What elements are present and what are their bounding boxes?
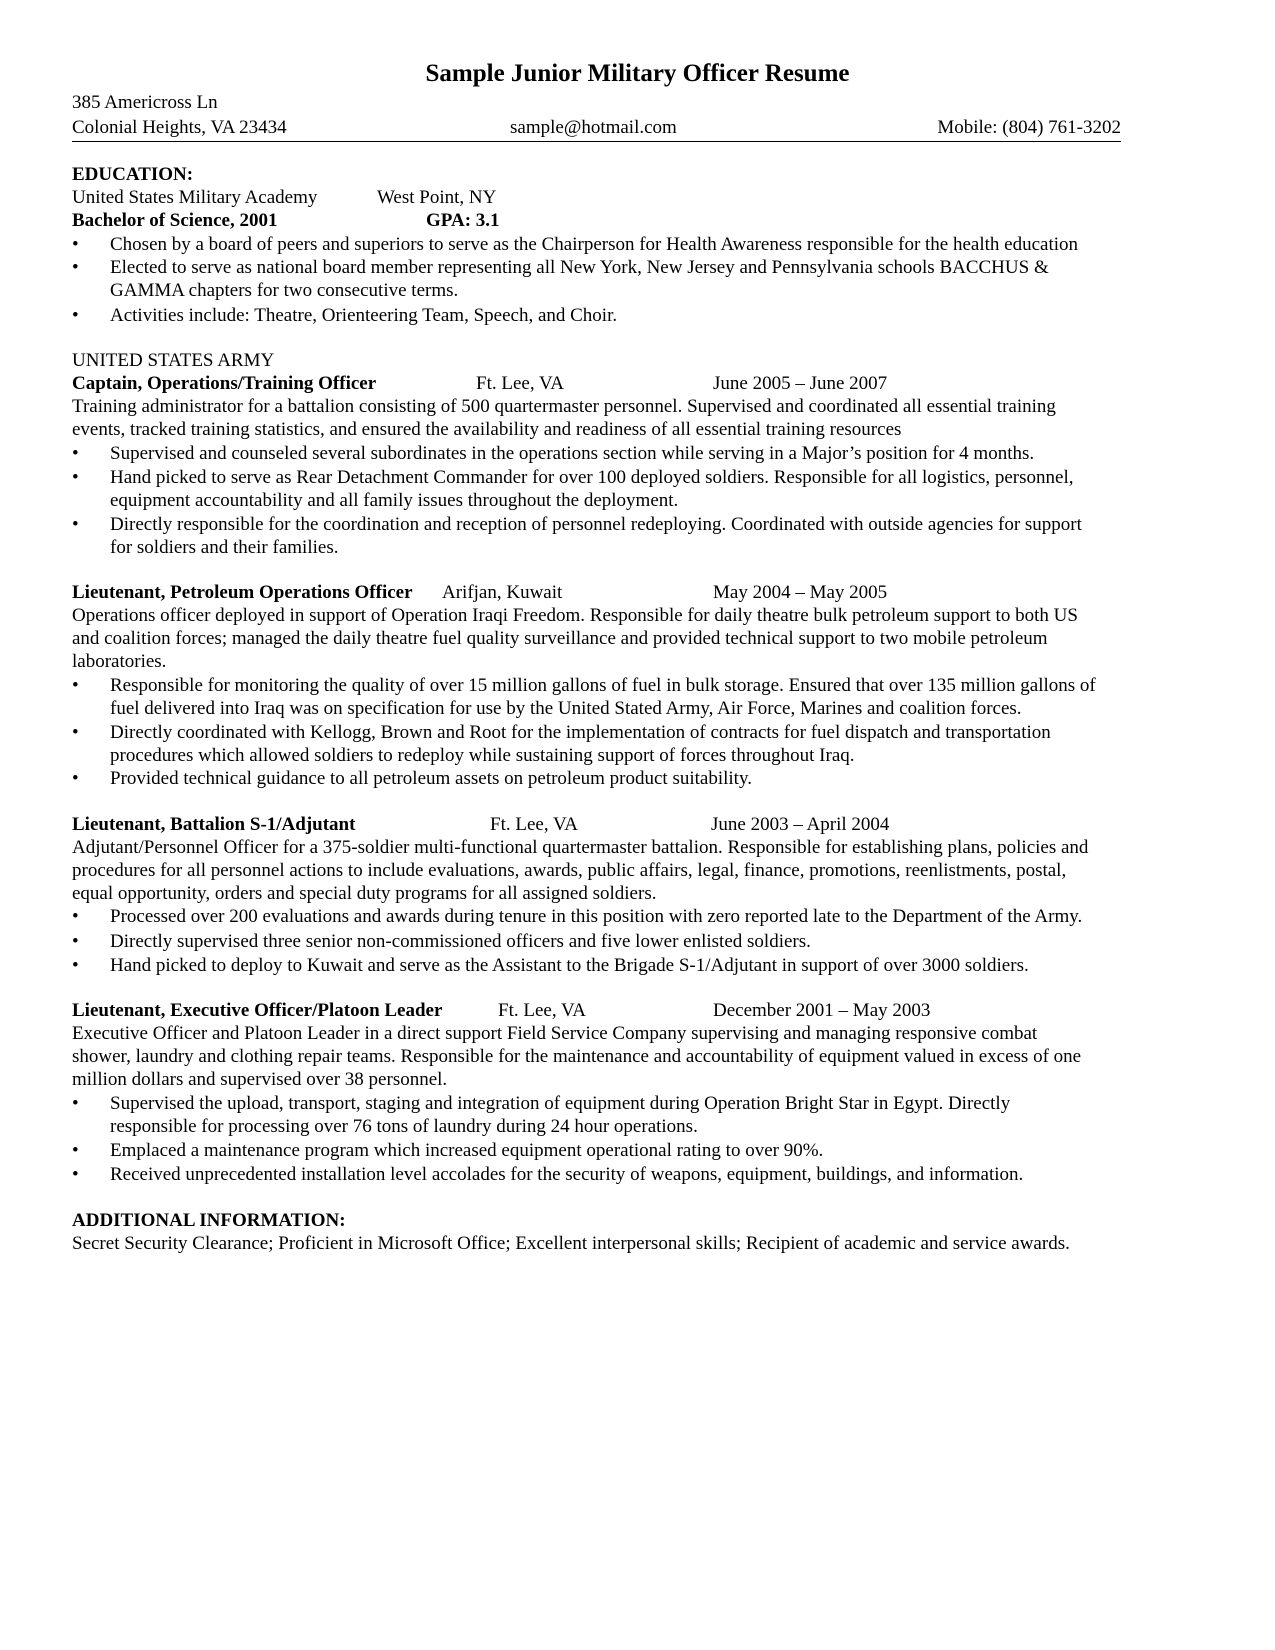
job-title: Captain, Operations/Training Officer (72, 373, 377, 394)
contact-city: Colonial Heights, VA 23434 (72, 117, 287, 138)
job-summary: million dollars and supervised over 38 personnel. (72, 1069, 448, 1090)
bullet-text: procedures which allowed soldiers to redeploy while sustaining support of forces throughout Iraq. (110, 745, 855, 766)
job-summary: shower, laundry and clothing repair teams. Responsible for the maintenance and accountability of equipment valued in excess of one (72, 1046, 1082, 1067)
job-title: Lieutenant, Executive Officer/Platoon Leader (72, 1000, 443, 1021)
education-school: United States Military Academy (72, 187, 318, 208)
bullet-text: responsible for processing over 76 tons of laundry during 24 hour operations. (110, 1116, 698, 1137)
bullet-text: GAMMA chapters for two consecutive terms. (110, 280, 459, 301)
education-location: West Point, NY (377, 187, 497, 208)
bullet-text: Elected to serve as national board member representing all New York, New Jersey and Pennsylvania schools BACCHUS & (110, 257, 1049, 278)
bullet-text: Hand picked to serve as Rear Detachment Commander for over 100 deployed soldiers. Responsible for all logistics, personnel, (110, 467, 1074, 488)
bullet-text: for soldiers and their families. (110, 537, 339, 558)
bullet-icon: • (72, 467, 79, 488)
contact-email[interactable]: sample@hotmail.com (510, 117, 677, 138)
job-summary: events, tracked training statistics, and ensured the availability and readiness of all essential training resources (72, 419, 902, 440)
job-header (72, 999, 1072, 1022)
bullet-text: Directly responsible for the coordination and reception of personnel redeploying. Coordinated with outside agencies for support (110, 514, 1082, 535)
bullet-icon: • (72, 257, 79, 278)
job-summary: Executive Officer and Platoon Leader in a direct support Field Service Company supervising and managing responsive combat (72, 1023, 1038, 1044)
bullet-icon: • (72, 955, 79, 976)
bullet-text: Directly supervised three senior non-commissioned officers and five lower enlisted soldiers. (110, 931, 811, 952)
job-location: Arifjan, Kuwait (442, 582, 563, 603)
bullet-icon: • (72, 1164, 79, 1185)
job-dates: June 2003 – April 2004 (711, 814, 890, 835)
additional-text: Secret Security Clearance; Proficient in Microsoft Office; Excellent interpersonal skills; Recipient of academic and service awards. (72, 1233, 1070, 1254)
bullet-text: fuel delivered into Iraq was on specification for use by the United Stated Army, Air Force, Marines and coalition forces. (110, 698, 1022, 719)
bullet-text: Supervised and counseled several subordinates in the operations section while serving in a Major’s position for 4 months. (110, 443, 1035, 464)
bullet-text: Processed over 200 evaluations and awards during tenure in this position with zero reported late to the Department of the Army. (110, 906, 1083, 927)
job-title: Lieutenant, Petroleum Operations Officer (72, 582, 413, 603)
bullet-icon: • (72, 675, 79, 696)
bullet-text: equipment accountability and all family issues throughout the deployment. (110, 490, 679, 511)
bullet-text: Supervised the upload, transport, staging and integration of equipment during Operation Bright Star in Egypt. Directly (110, 1093, 1011, 1114)
education-school-row (72, 186, 872, 209)
contact-row (72, 117, 1121, 142)
job-header (72, 581, 1072, 604)
job-summary: Adjutant/Personnel Officer for a 375-soldier multi-functional quartermaster battalion. Responsible for establishing plans, policies and (72, 837, 1089, 858)
education-heading: EDUCATION: (72, 164, 194, 185)
contact-street: 385 Americross Ln (72, 92, 218, 113)
job-summary: and coalition forces; managed the daily theatre fuel quality surveillance and provided technical support to two mobile petroleum (72, 628, 1048, 649)
job-summary: Operations officer deployed in support of Operation Iraqi Freedom. Responsible for daily theatre bulk petroleum support to both US (72, 605, 1078, 626)
job-summary: laboratories. (72, 651, 167, 672)
bullet-icon: • (72, 906, 79, 927)
bullet-text: Activities include: Theatre, Orienteering Team, Speech, and Choir. (110, 305, 618, 326)
resume-title: Sample Junior Military Officer Resume (425, 60, 850, 87)
bullet-icon: • (72, 931, 79, 952)
contact-mobile: Mobile: (804) 761-3202 (937, 117, 1121, 138)
job-dates: December 2001 – May 2003 (713, 1000, 931, 1021)
job-location: Ft. Lee, VA (498, 1000, 586, 1021)
bullet-icon: • (72, 1093, 79, 1114)
bullet-icon: • (72, 234, 79, 255)
bullet-text: Chosen by a board of peers and superiors to serve as the Chairperson for Health Awareness responsible for the health education (110, 234, 1079, 255)
bullet-icon: • (72, 443, 79, 464)
job-dates: May 2004 – May 2005 (713, 582, 888, 603)
education-degree: Bachelor of Science, 2001 (72, 210, 278, 231)
job-header (72, 372, 1072, 395)
job-header (72, 813, 1072, 836)
bullet-text: Hand picked to deploy to Kuwait and serve as the Assistant to the Brigade S-1/Adjutant in support of over 3000 soldiers. (110, 955, 1029, 976)
job-title: Lieutenant, Battalion S-1/Adjutant (72, 814, 356, 835)
army-heading: UNITED STATES ARMY (72, 350, 275, 371)
bullet-icon: • (72, 768, 79, 789)
job-summary: Training administrator for a battalion consisting of 500 quartermaster personnel. Supervised and coordinated all essential training (72, 396, 1056, 417)
bullet-text: Emplaced a maintenance program which increased equipment operational rating to over 90%. (110, 1140, 824, 1161)
education-gpa: GPA: 3.1 (426, 210, 500, 231)
job-location: Ft. Lee, VA (476, 373, 564, 394)
job-location: Ft. Lee, VA (490, 814, 578, 835)
bullet-icon: • (72, 722, 79, 743)
bullet-text: Directly coordinated with Kellogg, Brown and Root for the implementation of contracts for fuel dispatch and transportation (110, 722, 1051, 743)
bullet-icon: • (72, 305, 79, 326)
additional-heading: ADDITIONAL INFORMATION: (72, 1210, 346, 1231)
job-summary: equal opportunity, orders and special duty programs for all assigned soldiers. (72, 883, 657, 904)
job-summary: procedures for all personnel actions to include evaluations, awards, public affairs, legal, finance, promotions, reenlistments, postal, (72, 860, 1067, 881)
bullet-text: Provided technical guidance to all petroleum assets on petroleum product suitability. (110, 768, 752, 789)
bullet-icon: • (72, 1140, 79, 1161)
bullet-icon: • (72, 514, 79, 535)
job-dates: June 2005 – June 2007 (713, 373, 888, 394)
bullet-text: Received unprecedented installation level accolades for the security of weapons, equipment, buildings, and information. (110, 1164, 1024, 1185)
education-degree-row (72, 209, 872, 232)
bullet-text: Responsible for monitoring the quality of over 15 million gallons of fuel in bulk storage. Ensured that over 135 million gallons of (110, 675, 1096, 696)
